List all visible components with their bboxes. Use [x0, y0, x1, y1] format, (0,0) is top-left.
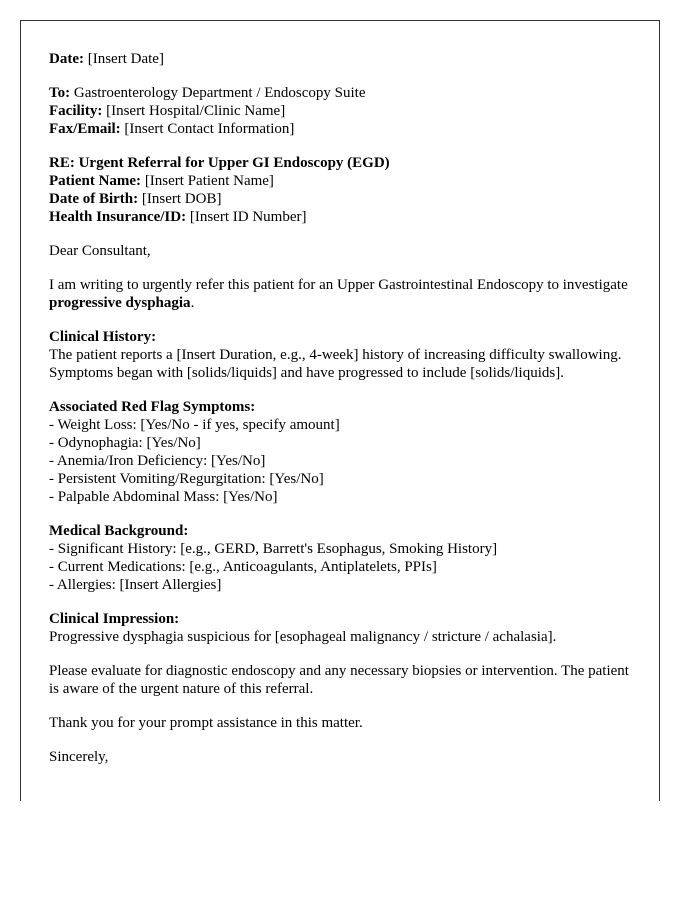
clinical-history-heading: Clinical History:	[49, 329, 157, 345]
intro-emphasis: progressive dysphagia	[49, 295, 191, 311]
red-flags-section	[49, 398, 639, 506]
date-label: Date:	[49, 51, 84, 67]
list-item: - Weight Loss: [Yes/No - if yes, specify amount]	[49, 417, 340, 433]
list-item: - Palpable Abdominal Mass: [Yes/No]	[49, 489, 278, 505]
to-label: To:	[49, 85, 71, 101]
letter-page	[20, 20, 660, 801]
patient-value: [Insert Patient Name]	[144, 173, 274, 189]
subject-line: RE: Urgent Referral for Upper GI Endoscopy (EGD)	[49, 155, 390, 171]
list-item: - Odynophagia: [Yes/No]	[49, 435, 201, 451]
patient-label: Patient Name:	[49, 173, 142, 189]
medical-background-section	[49, 522, 639, 594]
dob-value: [Insert DOB]	[141, 191, 222, 207]
dob-label: Date of Birth:	[49, 191, 139, 207]
fax-value: [Insert Contact Information]	[124, 121, 295, 137]
intro-text: I am writing to urgently refer this patient for an Upper Gastrointestinal Endoscopy to investigate	[49, 277, 628, 293]
insurance-value: [Insert ID Number]	[189, 209, 307, 225]
list-item: - Current Medications: [e.g., Anticoagulants, Antiplatelets, PPIs]	[49, 559, 437, 575]
date-line	[49, 50, 639, 68]
intro-paragraph	[49, 276, 639, 312]
re-block	[49, 154, 639, 226]
impression-heading: Clinical Impression:	[49, 611, 180, 627]
facility-value: [Insert Hospital/Clinic Name]	[106, 103, 286, 119]
clinical-history-text: The patient reports a [Insert Duration, e.g., 4-week] history of increasing difficulty swallowing. Symptoms began with [solids/liquids] and have progressed to include [solids/liquids].	[49, 347, 622, 381]
closing: Sincerely,	[49, 749, 109, 765]
list-item: - Anemia/Iron Deficiency: [Yes/No]	[49, 453, 266, 469]
insurance-label: Health Insurance/ID:	[49, 209, 187, 225]
impression-section	[49, 610, 639, 646]
list-item: - Allergies: [Insert Allergies]	[49, 577, 222, 593]
date-value: [Insert Date]	[87, 51, 164, 67]
facility-label: Facility:	[49, 103, 103, 119]
letter-body	[49, 50, 639, 782]
clinical-history-section	[49, 328, 639, 382]
salutation: Dear Consultant,	[49, 243, 151, 259]
impression-text: Progressive dysphagia suspicious for [esophageal malignancy / stricture / achalasia].	[49, 629, 557, 645]
intro-end: .	[190, 295, 195, 311]
list-item: - Persistent Vomiting/Regurgitation: [Yes/No]	[49, 471, 324, 487]
medical-background-heading: Medical Background:	[49, 523, 189, 539]
request-paragraph: Please evaluate for diagnostic endoscopy and any necessary biopsies or intervention. The patient is aware of the urgent nature of this referral.	[49, 663, 629, 697]
thanks-paragraph: Thank you for your prompt assistance in this matter.	[49, 715, 363, 731]
list-item: - Significant History: [e.g., GERD, Barrett's Esophagus, Smoking History]	[49, 541, 498, 557]
recipient-block	[49, 84, 639, 138]
red-flags-heading: Associated Red Flag Symptoms:	[49, 399, 256, 415]
to-value: Gastroenterology Department / Endoscopy Suite	[73, 85, 366, 101]
fax-label: Fax/Email:	[49, 121, 121, 137]
